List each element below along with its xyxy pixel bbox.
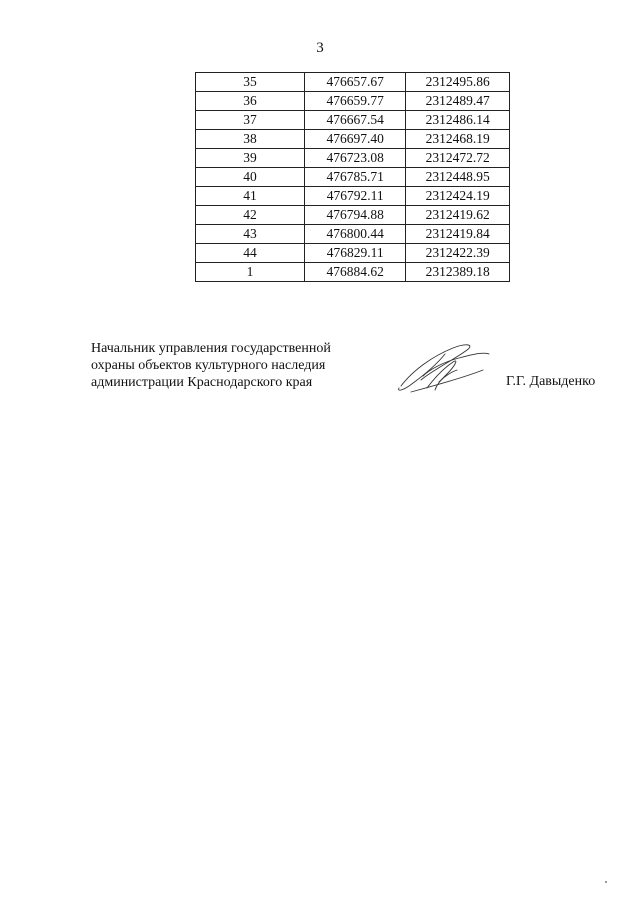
point-number-cell: 40 xyxy=(196,168,305,187)
position-line-1: Начальник управления государственной xyxy=(91,341,331,356)
point-number-cell: 36 xyxy=(196,92,305,111)
y-coordinate-cell: 2312468.19 xyxy=(406,130,510,149)
point-number-cell: 39 xyxy=(196,149,305,168)
y-coordinate-cell: 2312495.86 xyxy=(406,73,510,92)
table-row xyxy=(196,168,510,187)
x-coordinate-cell: 476884.62 xyxy=(304,263,406,282)
table-row xyxy=(196,244,510,263)
table-row xyxy=(196,225,510,244)
y-coordinate-cell: 2312422.39 xyxy=(406,244,510,263)
y-coordinate-cell: 2312389.18 xyxy=(406,263,510,282)
point-number-cell: 35 xyxy=(196,73,305,92)
x-coordinate-cell: 476785.71 xyxy=(304,168,406,187)
y-coordinate-cell: 2312419.62 xyxy=(406,206,510,225)
point-number-cell: 38 xyxy=(196,130,305,149)
signatory-position xyxy=(91,340,331,391)
y-coordinate-cell: 2312448.95 xyxy=(406,168,510,187)
table-row xyxy=(196,73,510,92)
x-coordinate-cell: 476659.77 xyxy=(304,92,406,111)
point-number-cell: 44 xyxy=(196,244,305,263)
point-number-cell: 42 xyxy=(196,206,305,225)
x-coordinate-cell: 476829.11 xyxy=(304,244,406,263)
x-coordinate-cell: 476800.44 xyxy=(304,225,406,244)
y-coordinate-cell: 2312424.19 xyxy=(406,187,510,206)
scan-artifact-dot xyxy=(605,881,607,883)
signatory-name: Г.Г. Давыденко xyxy=(506,374,596,389)
point-number-cell: 1 xyxy=(196,263,305,282)
y-coordinate-cell: 2312419.84 xyxy=(406,225,510,244)
x-coordinate-cell: 476697.40 xyxy=(304,130,406,149)
table-row xyxy=(196,130,510,149)
page-number: 3 xyxy=(316,40,324,56)
x-coordinate-cell: 476792.11 xyxy=(304,187,406,206)
y-coordinate-cell: 2312489.47 xyxy=(406,92,510,111)
table-row xyxy=(196,187,510,206)
table-row xyxy=(196,263,510,282)
table-row xyxy=(196,206,510,225)
table-row xyxy=(196,111,510,130)
position-line-3: администрации Краснодарского края xyxy=(91,375,313,390)
x-coordinate-cell: 476723.08 xyxy=(304,149,406,168)
x-coordinate-cell: 476794.88 xyxy=(304,206,406,225)
x-coordinate-cell: 476657.67 xyxy=(304,73,406,92)
point-number-cell: 37 xyxy=(196,111,305,130)
table-row xyxy=(196,92,510,111)
position-line-2: охраны объектов культурного наследия xyxy=(91,358,326,373)
point-number-cell: 41 xyxy=(196,187,305,206)
x-coordinate-cell: 476667.54 xyxy=(304,111,406,130)
point-number-cell: 43 xyxy=(196,225,305,244)
y-coordinate-cell: 2312472.72 xyxy=(406,149,510,168)
table-row xyxy=(196,149,510,168)
handwritten-signature xyxy=(393,340,493,398)
y-coordinate-cell: 2312486.14 xyxy=(406,111,510,130)
coordinates-table xyxy=(195,72,510,282)
